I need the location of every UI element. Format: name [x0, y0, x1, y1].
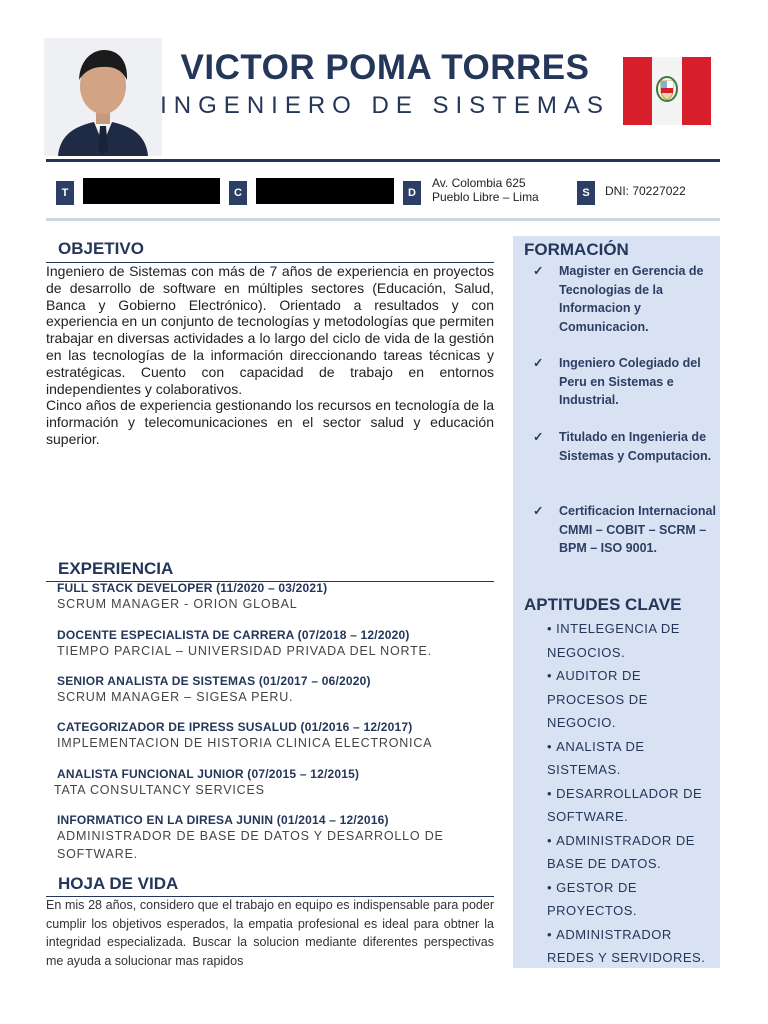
experience-role: CATEGORIZADOR DE IPRESS SUSALUD (01/2016 – 12/2017) — [57, 720, 413, 734]
objective-paragraph-2: Cinco años de experiencia gestionando los recursos en tecnología de la información y telecomunicaciones en el sector salud y educación superior. — [46, 397, 494, 447]
address-line-2: Pueblo Libre – Lima — [432, 190, 539, 204]
cv-text: En mis 28 años, considero que el trabajo en equipo es indispensable para poder cumplir los objetivos esperados, la empatia profesional es ideal para obtner la integridad especializada. Buscar la solucion mediante diferentes perspectivas me ayuda a solucionar mas rapidos — [46, 898, 494, 968]
coat-of-arms-icon — [656, 73, 678, 103]
experience-place: ADMINISTRADOR DE BASE DE DATOS Y DESARROLLO DE SOFTWARE. — [57, 829, 444, 861]
experience-item — [54, 767, 497, 799]
check-icon: ✓ — [533, 504, 544, 518]
education-item-text: Titulado en Ingenieria de Sistemas y Computacion. — [559, 430, 712, 463]
experience-role: ANALISTA FUNCIONAL JUNIOR (07/2015 – 12/2015) — [57, 767, 360, 781]
education-item-text: Magister en Gerencia de Tecnologias de la Informacion y Comunicacion. — [559, 264, 704, 334]
education-item — [533, 428, 723, 465]
experience-section — [46, 556, 494, 582]
experience-place: TATA CONSULTANCY SERVICES — [54, 783, 265, 797]
peru-flag-icon — [623, 57, 711, 125]
education-title: FORMACIÓN — [524, 240, 629, 259]
experience-place: SCRUM MANAGER – SIGESA PERU. — [57, 690, 294, 704]
check-icon: ✓ — [533, 356, 544, 370]
education-item-text: Certificacion Internacional CMMI – COBIT – SCRM – BPM – ISO 9001. — [559, 504, 716, 555]
skills-list — [547, 617, 717, 970]
skill-item: • ADMINISTRADOR REDES Y SERVIDORES. — [547, 923, 717, 970]
skill-item: • ANALISTA DE SISTEMAS. — [547, 735, 717, 782]
experience-title: EXPERIENCIA — [46, 556, 494, 582]
contact-bar — [46, 170, 720, 214]
experience-role: SENIOR ANALISTA DE SISTEMAS (01/2017 – 06/2020) — [57, 674, 371, 688]
education-item — [533, 354, 723, 410]
skill-item: • AUDITOR DE PROCESOS DE NEGOCIO. — [547, 664, 717, 735]
skill-item: • ADMINISTRADOR DE BASE DE DATOS. — [547, 829, 717, 876]
education-item — [533, 262, 723, 336]
objective-title: OBJETIVO — [46, 236, 494, 263]
experience-role: FULL STACK DEVELOPER (11/2020 – 03/2021) — [57, 581, 328, 595]
experience-item — [57, 674, 497, 706]
objective-paragraph-1: Ingeniero de Sistemas con más de 7 años de experiencia en proyectos de desarrollo de software en múltiples sectores (Educación, Salud, Banca y Gobierno Electrónico). Orientado a resultados y con experiencia en un conjunto de tecnologías y metodologías que permiten trabajar en diversas actividades a lo largo del ciclo de vida de la gestión en las tecnologías de la información direccionando tareas técnicas y estratégicas. Cuento con capacidad de trabajo en entornos independientes y colaborativos. — [46, 263, 494, 397]
experience-item — [57, 628, 497, 660]
address-tag: D — [403, 181, 421, 205]
experience-place: TIEMPO PARCIAL – UNIVERSIDAD PRIVADA DEL NORTE. — [57, 644, 432, 658]
education-item-text: Ingeniero Colegiado del Peru en Sistemas e Industrial. — [559, 356, 701, 407]
contact-divider — [46, 218, 720, 221]
address — [432, 176, 539, 204]
experience-place: SCRUM MANAGER - ORION GLOBAL — [57, 597, 298, 611]
experience-place: IMPLEMENTACION DE HISTORIA CLINICA ELECTRONICA — [57, 736, 433, 750]
experience-role: INFORMATICO EN LA DIRESA JUNIN (01/2014 – 12/2016) — [57, 813, 389, 827]
experience-item — [57, 720, 497, 752]
profile-photo — [44, 38, 162, 156]
candidate-profession: INGENIERO DE SISTEMAS — [160, 92, 610, 119]
portrait-image — [44, 38, 162, 156]
dni-value: DNI: 70227022 — [605, 184, 686, 198]
dni-tag: S — [577, 181, 595, 205]
candidate-name: VICTOR POMA TORRES — [180, 48, 590, 87]
experience-item — [57, 581, 497, 613]
phone-tag: T — [56, 181, 74, 205]
skill-item: • DESARROLLADOR DE SOFTWARE. — [547, 782, 717, 829]
check-icon: ✓ — [533, 430, 544, 444]
objective-text — [46, 263, 494, 448]
skills-title: APTITUDES CLAVE — [524, 595, 682, 614]
cell-tag: C — [229, 181, 247, 205]
address-line-1: Av. Colombia 625 — [432, 176, 526, 190]
experience-item — [57, 813, 477, 863]
experience-role: DOCENTE ESPECIALISTA DE CARRERA (07/2018 – 12/2020) — [57, 628, 410, 642]
skill-item: • GESTOR DE PROYECTOS. — [547, 876, 717, 923]
redacted-phone — [83, 178, 220, 204]
cv-section — [46, 872, 494, 897]
header-divider — [46, 159, 720, 162]
redacted-cell — [256, 178, 394, 204]
skill-item: • INTELEGENCIA DE NEGOCIOS. — [547, 617, 717, 664]
education-item — [533, 502, 723, 558]
objective-section — [46, 236, 494, 263]
cv-title: HOJA DE VIDA — [46, 872, 494, 897]
check-icon: ✓ — [533, 264, 544, 278]
